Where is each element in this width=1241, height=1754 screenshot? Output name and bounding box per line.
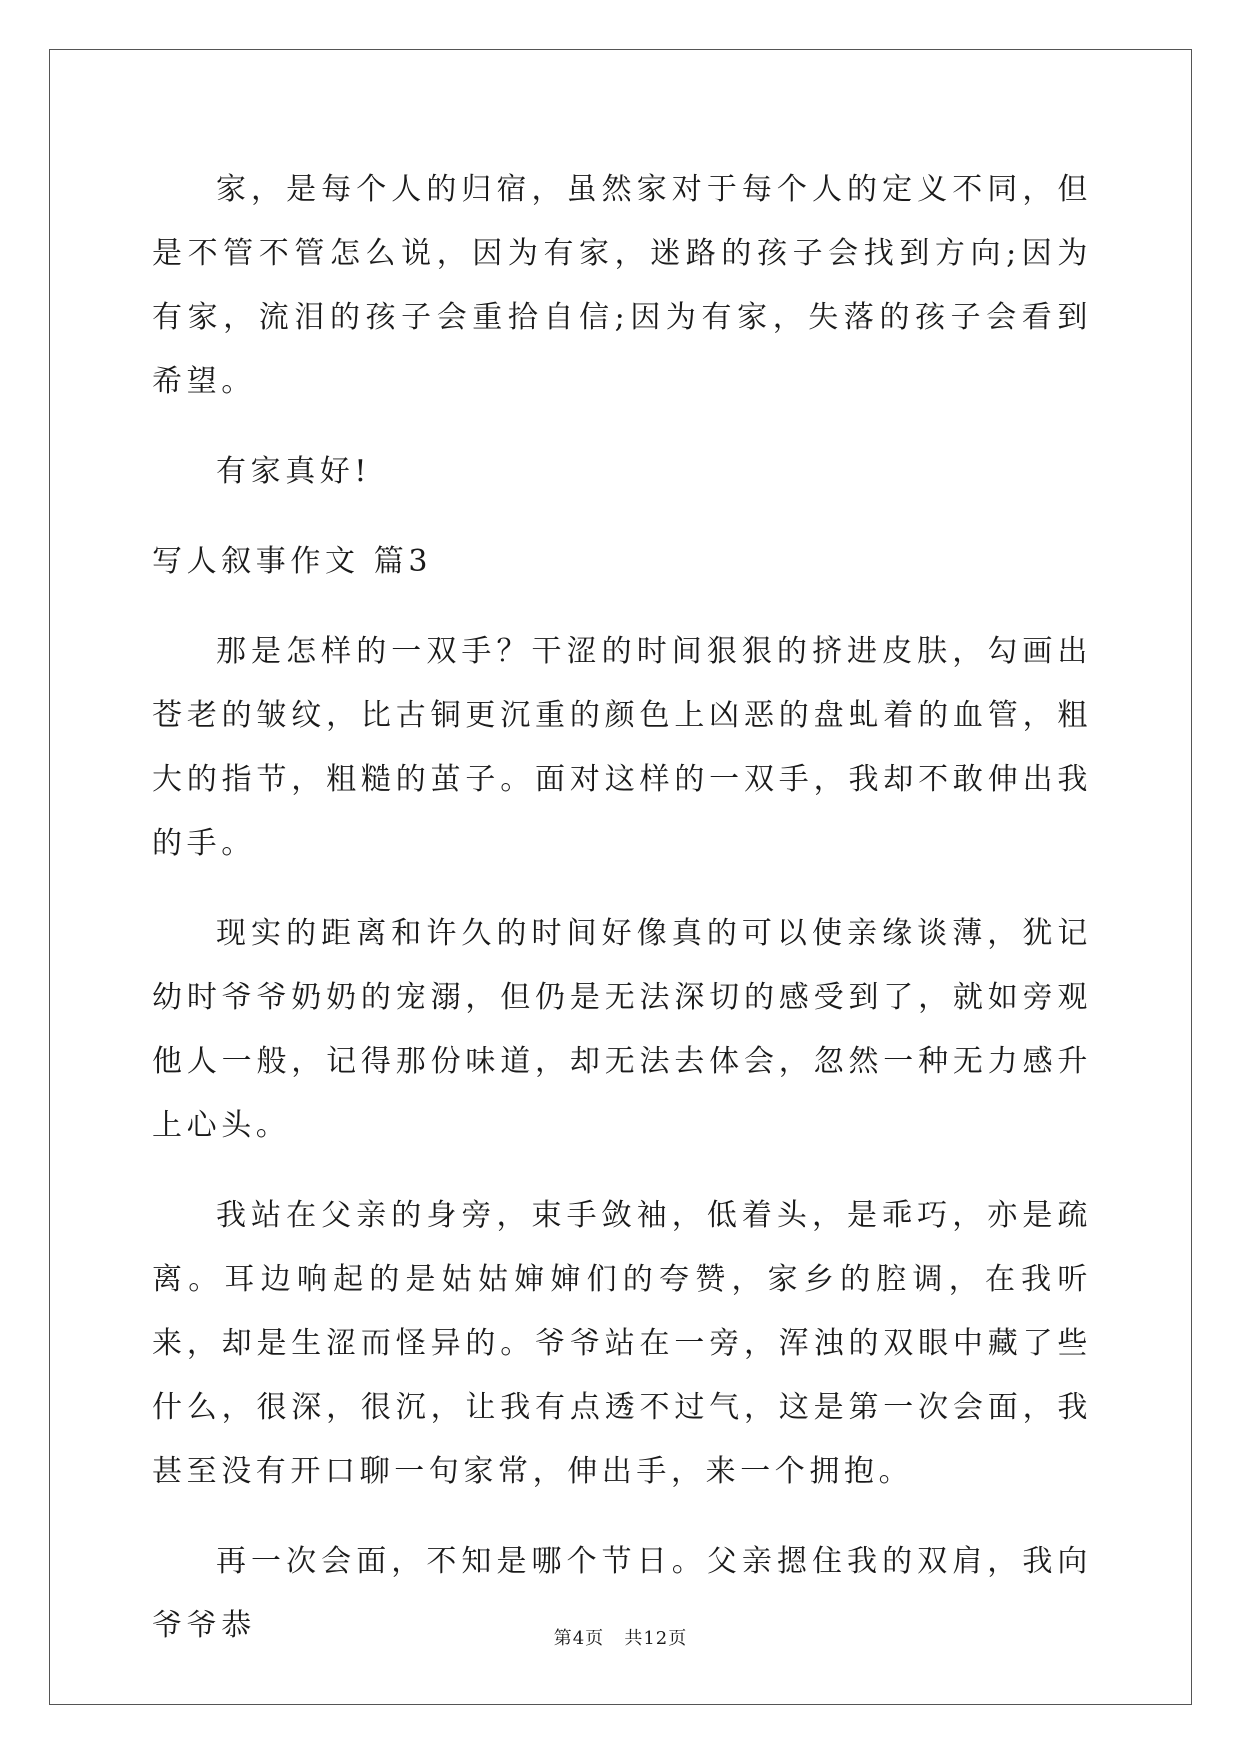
document-body [152,158,1092,1684]
page-total: 共12页 [624,1628,688,1649]
paragraph-5: 我站在父亲的身旁，束手敛袖，低着头，是乖巧，亦是疏离。耳边响起的是姑姑婶婶们的夸赞，家乡的腔调，在我听来，却是生涩而怪异的。爷爷站在一旁，浑浊的双眼中藏了些什么，很深，很沉，让我有点透不过气，这是第一次会面，我甚至没有开口聊一句家常，伸出手，来一个拥抱。 [152,1198,1092,1489]
paragraph-6: 再一次会面，不知是哪个节日。父亲摁住我的双肩，我向爷爷恭 [152,1544,1092,1643]
page-number: 第4页 [553,1628,605,1649]
paragraph-4: 现实的距离和许久的时间好像真的可以使亲缘谈薄，犹记幼时爷爷奶奶的宠溺，但仍是无法深切的感受到了，就如旁观他人一般，记得那份味道，却无法去体会，忽然一种无力感升上心头。 [152,916,1092,1143]
paragraph-1: 家，是每个人的归宿，虽然家对于每个人的定义不同，但是不管不管怎么说，因为有家，迷路的孩子会找到方向;因为有家，流泪的孩子会重拾自信;因为有家，失落的孩子会看到希望。 [152,172,1092,399]
page-footer [0,1627,1241,1651]
section-heading: 写人叙事作文 篇3 [152,544,433,579]
paragraph-2: 有家真好! [216,454,372,489]
paragraph-3: 那是怎样的一双手？干涩的时间狠狠的挤进皮肤，勾画出苍老的皱纹，比古铜更沉重的颜色上凶恶的盘虬着的血管，粗大的指节，粗糙的茧子。面对这样的一双手，我却不敢伸出我的手。 [152,634,1092,861]
